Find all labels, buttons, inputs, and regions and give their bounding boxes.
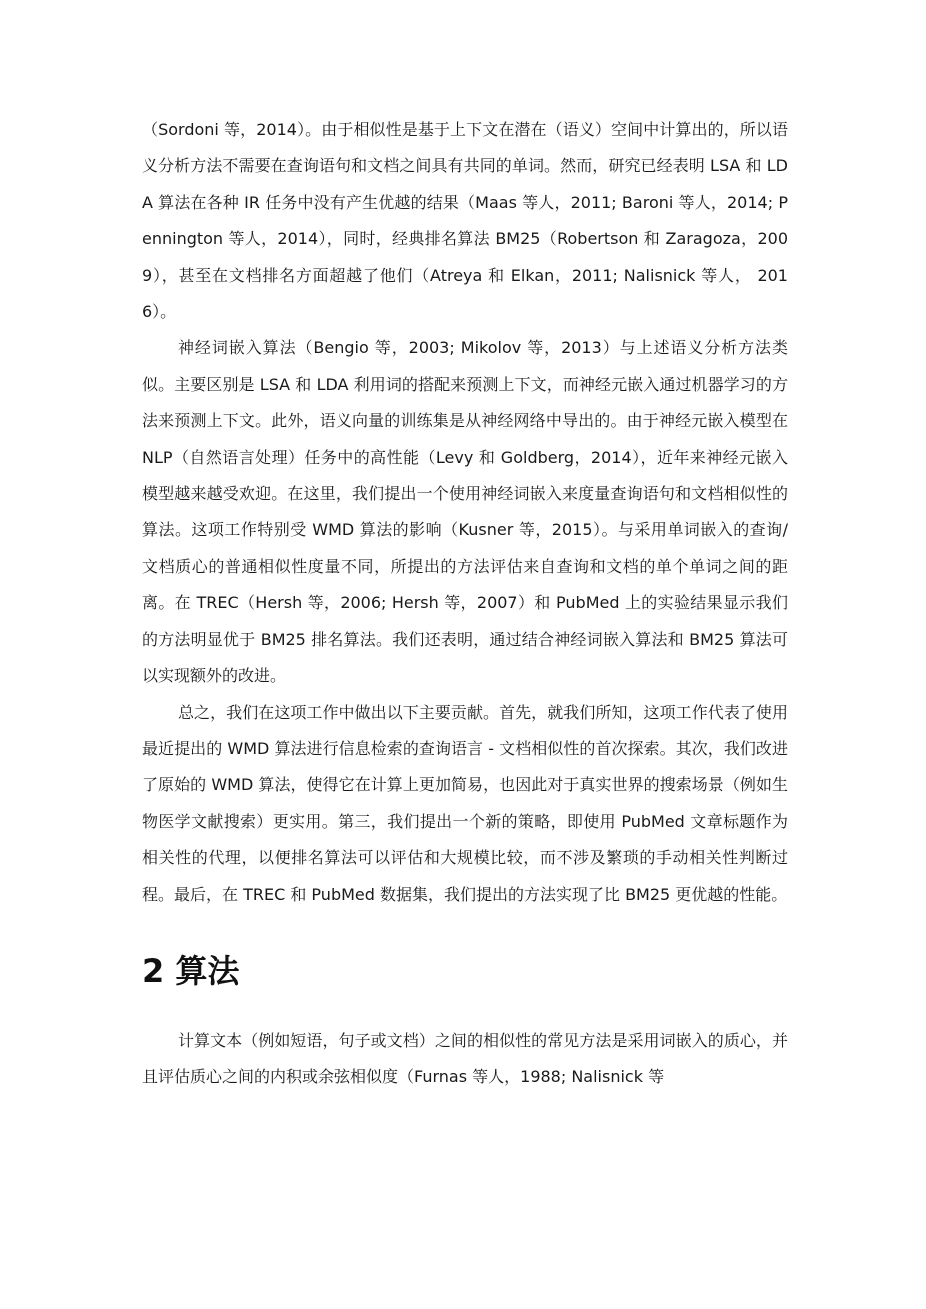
paragraph-contributions: 总之，我们在这项工作中做出以下主要贡献。首先，就我们所知，这项工作代表了使用最近提出的 WMD 算法进行信息检索的查询语言 - 文档相似性的首次探索。其次，我们改进了原始的 WMD 算法，使得它在计算上更加简易，也因此对于真实世界的搜索场景（例如生物医学文献搜索）更实用。第三，我们提出一个新的策略，即使用 PubMed 文章标题作为相关性的代理，以便排名算法可以评估和大规模比较，而不涉及繁琐的手动相关性判断过程。最后，在 TREC 和 PubMed 数据集，我们提出的方法实现了比 BM25 更优越的性能。 [142, 702, 788, 904]
paragraph-neural-embedding: 神经词嵌入算法（Bengio 等，2003; Mikolov 等，2013）与上述语义分析方法类似。主要区别是 LSA 和 LDA 利用词的搭配来预测上下文，而神经元嵌入通过机器学习的方法来预测上下文。此外，语义向量的训练集是从神经网络中导出的。由于神经元嵌入模型在 NLP（自然语言处理）任务中的高性能（Levy 和 Goldberg，2014），近年来神经元嵌入模型越来越受欢迎。在这里，我们提出一个使用神经词嵌入来度量查询语句和文档相似性的算法。这项工作特别受 WMD 算法的影响（Kusner 等，2015）。与采用单词嵌入的查询/文档质心的普通相似性度量不同，所提出的方法评估来自查询和文档的单个单词之间的距离。在 TREC（Hersh 等，2006; Hersh 等，2007）和 PubMed 上的实验结果显示我们的方法明显优于 BM25 排名算法。我们还表明，通过结合神经词嵌入算法和 BM25 算法可以实现额外的改进。 [142, 338, 788, 686]
document-page [142, 112, 788, 1096]
section-heading: 2 算法 [142, 951, 240, 990]
paragraph-algorithm-intro: 计算文本（例如短语，句子或文档）之间的相似性的常见方法是采用词嵌入的质心，并且评估质心之间的内积或余弦相似度（Furnas 等人，1988; Nalisnick 等 [142, 1030, 788, 1087]
paragraph-semantic-analysis: （Sordoni 等，2014）。由于相似性是基于上下文在潜在（语义）空间中计算出的，所以语义分析方法不需要在查询语句和文档之间具有共同的单词。然而，研究已经表明 LSA 和 LDA 算法在各种 IR 任务中没有产生优越的结果（Maas 等人，2011; Baroni 等人，2014; Pennington 等人，2014），同时，经典排名算法 BM25（Robertson 和 Zaragoza，2009），甚至在文档排名方面超越了他们（Atreya 和 Elkan，2011; Nalisnick 等人， 2016）。 [142, 120, 788, 322]
